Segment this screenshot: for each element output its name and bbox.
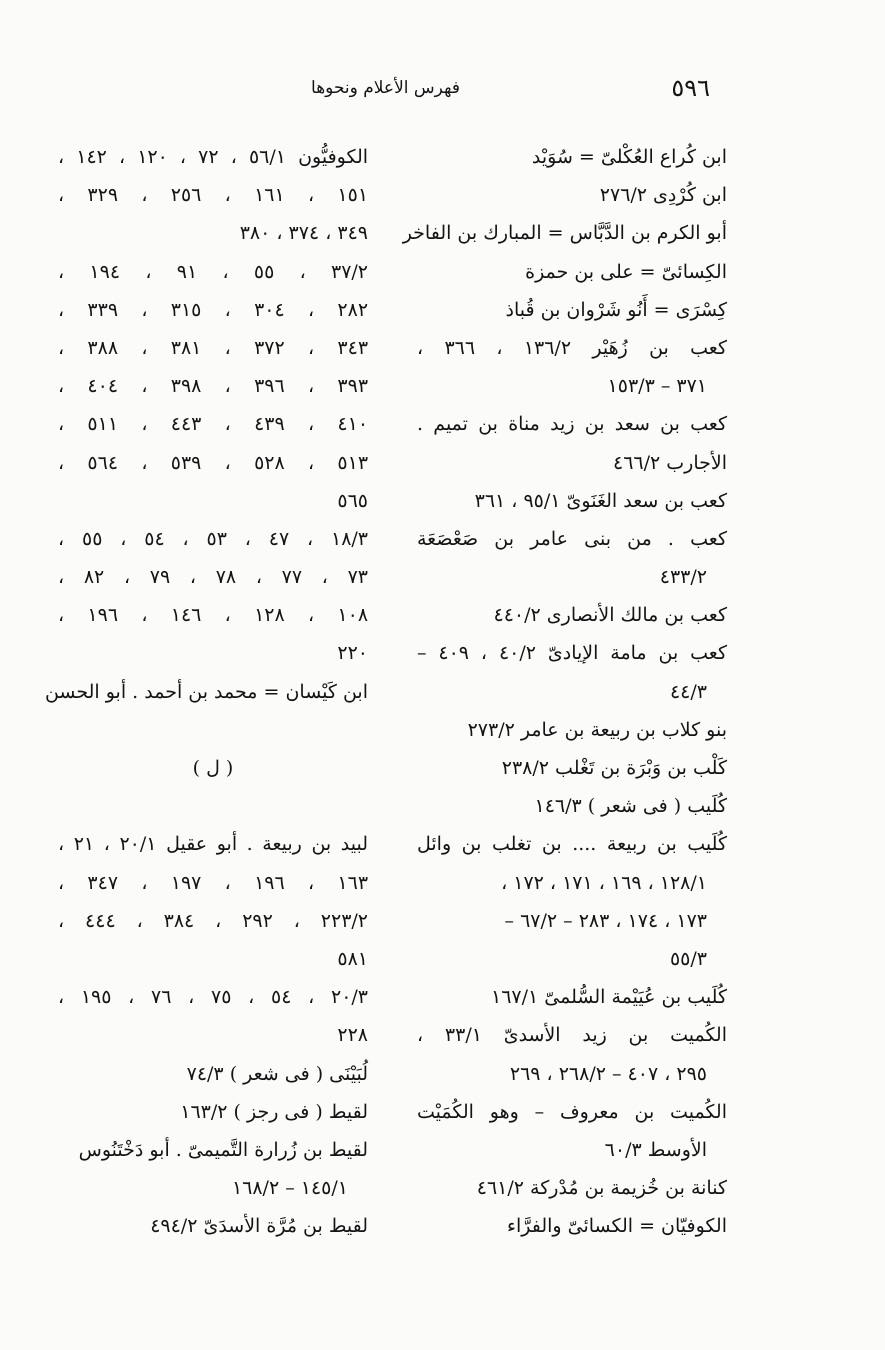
index-line: ابن كُرْدِى ٢٧٦/٢	[599, 184, 727, 207]
index-column-right	[402, 138, 727, 1245]
index-line: ١٠٨ ، ١٢٨ ، ١٤٦ ، ١٩٦ ،	[58, 604, 369, 627]
index-line: ٧٣ ، ٧٧ ، ٧٨ ، ٧٩ ، ٨٢ ،	[58, 566, 368, 589]
index-line: ١٨/٣ ، ٤٧ ، ٥٣ ، ٥٤ ، ٥٥ ،	[58, 527, 369, 550]
index-line: ١٥١ ، ١٦١ ، ٢٥٦ ، ٣٢٩ ،	[58, 184, 369, 207]
index-line: الكوفيّان = الكسائىّ والفرَّاء	[507, 1215, 727, 1238]
index-line: ١٧٣ ، ١٧٤ ، ٢٨٣ – ٦٧/٢ –	[504, 909, 707, 932]
index-line: ٢٨٢ ، ٣٠٤ ، ٣١٥ ، ٣٣٩ ،	[58, 298, 369, 321]
index-line: كعب بن مالك الأنصارى ٤٤٠/٢	[493, 604, 727, 627]
index-line: الكِسائىّ = على بن حمزة	[525, 260, 727, 283]
index-line: لقيط ( فى رجز ) ١٦٣/٢	[180, 1100, 368, 1123]
index-line: ابن كَيْسان = محمد بن أحمد . أبو الحسن	[44, 680, 368, 703]
index-line: ٥٨١	[337, 947, 368, 970]
index-line: لُبَيْنَى ( فى شعر ) ٧٤/٣	[186, 1062, 368, 1085]
blank-line	[58, 711, 368, 749]
page-number: ٥٩٦	[671, 74, 710, 102]
index-line: كنانة بن خُزيمة بن مُدْركة ٤٦١/٢	[476, 1177, 727, 1200]
section-letter-heading: ( ل )	[192, 757, 234, 779]
running-title: فهرس الأعلام ونحوها	[311, 78, 460, 98]
index-line: الكُميت بن زيد الأسدىّ ٣٣/١ ،	[417, 1024, 727, 1047]
index-line: كُلَيب بن عُيَيْمة السُّلمىّ ١٦٧/١	[491, 986, 727, 1009]
index-line: ٣٧١ – ١٥٣/٣	[607, 375, 707, 398]
index-line: كعب . من بنى عامر بن صَعْصَعَة	[417, 527, 727, 550]
index-line: الكوفيُّون ٥٦/١ ، ٧٢ ، ١٢٠ ، ١٤٢ ،	[58, 146, 369, 168]
index-line: ٤١٠ ، ٤٣٩ ، ٤٤٣ ، ٥١١ ،	[58, 413, 369, 436]
index-line: ٥٥/٣	[669, 947, 707, 970]
index-line: ٤٤/٣	[669, 680, 707, 703]
index-line: ٢٩٥ ، ٤٠٧ – ٢٦٨/٢ ، ٢٦٩	[509, 1062, 707, 1085]
index-line: ٢٠/٣ ، ٥٤ ، ٧٥ ، ٧٦ ، ١٩٥ ،	[58, 986, 369, 1009]
index-line: لقيط بن زُرارة التَّميمىّ . أبو دَخْتَنُوس	[78, 1138, 368, 1161]
index-line: الأجارب ٤٦٦/٢	[613, 451, 727, 474]
index-line: ١٦٣ ، ١٩٦ ، ١٩٧ ، ٣٤٧ ،	[58, 871, 369, 894]
index-line: أبو الكرم بن الدَّبَّاس = المبارك بن الفاخر	[402, 222, 727, 245]
index-line: ٥١٣ ، ٥٢٨ ، ٥٣٩ ، ٥٦٤ ،	[58, 451, 369, 474]
index-line: الكُميت بن معروف – وهو الكُمَيْت	[417, 1100, 727, 1123]
index-line: كُلَيب بن ربيعة .... بن تغلب بن وائل	[417, 833, 727, 856]
index-line: كعب بن سعد بن زيد مناة بن تميم .	[417, 413, 727, 436]
index-line: كَلْب بن وَبْرَة بن تَغْلب ٢٣٨/٢	[501, 757, 727, 779]
index-column-left	[44, 138, 369, 1245]
index-line: بنو كلاب بن ربيعة بن عامر ٢٧٣/٢	[467, 718, 727, 741]
index-line: ٢٢٨	[337, 1024, 368, 1047]
index-line: ٢٢٠	[337, 642, 368, 665]
index-line: ٣٧/٢ ، ٥٥ ، ٩١ ، ١٩٤ ،	[58, 260, 369, 283]
index-line: كعب بن سعد الغَنَوىّ ٩٥/١ ، ٣٦١	[474, 489, 727, 512]
index-line: ٣٤٣ ، ٣٧٢ ، ٣٨١ ، ٣٨٨ ،	[58, 336, 369, 359]
blank-line	[58, 787, 368, 825]
index-line: ٣٩٣ ، ٣٩٦ ، ٣٩٨ ، ٤٠٤ ،	[58, 375, 369, 398]
index-line: كُلَيب ( فى شعر ) ١٤٦/٣	[534, 795, 727, 818]
page-header	[0, 74, 885, 108]
index-line: ١٤٥/١ – ١٦٨/٢	[231, 1177, 348, 1200]
index-line: ابن كُراع العُكْلىّ = سُوَيْد	[531, 146, 727, 168]
index-line: كعب بن زُهَيْر ١٣٦/٢ ، ٣٦٦ ،	[417, 336, 727, 359]
index-line: كعب بن مامة الإيادىّ ٤٠/٢ ، ٤٠٩ –	[417, 642, 727, 665]
index-line: ٣٤٩ ، ٣٧٤ ، ٣٨٠	[239, 222, 368, 245]
index-line: الأوسط ٦٠/٣	[604, 1138, 707, 1161]
index-line: لقيط بن مُرَّة الأسدَىّ ٤٩٤/٢	[150, 1215, 368, 1238]
index-line: ٥٦٥	[337, 489, 368, 512]
index-line: ٢٢٣/٢ ، ٢٩٢ ، ٣٨٤ ، ٤٤٤ ،	[58, 909, 369, 932]
index-line: لبيد بن ربيعة . أبو عقيل ٢٠/١ ، ٢١ ،	[58, 833, 369, 856]
index-line: كِسْرَى = أَنُو شَرْوان بن قُباذ	[505, 298, 727, 321]
index-line: ١٢٨/١ ، ١٦٩ ، ١٧١ ، ١٧٢ ،	[501, 871, 707, 894]
index-line: ٤٣٣/٢	[659, 566, 707, 589]
